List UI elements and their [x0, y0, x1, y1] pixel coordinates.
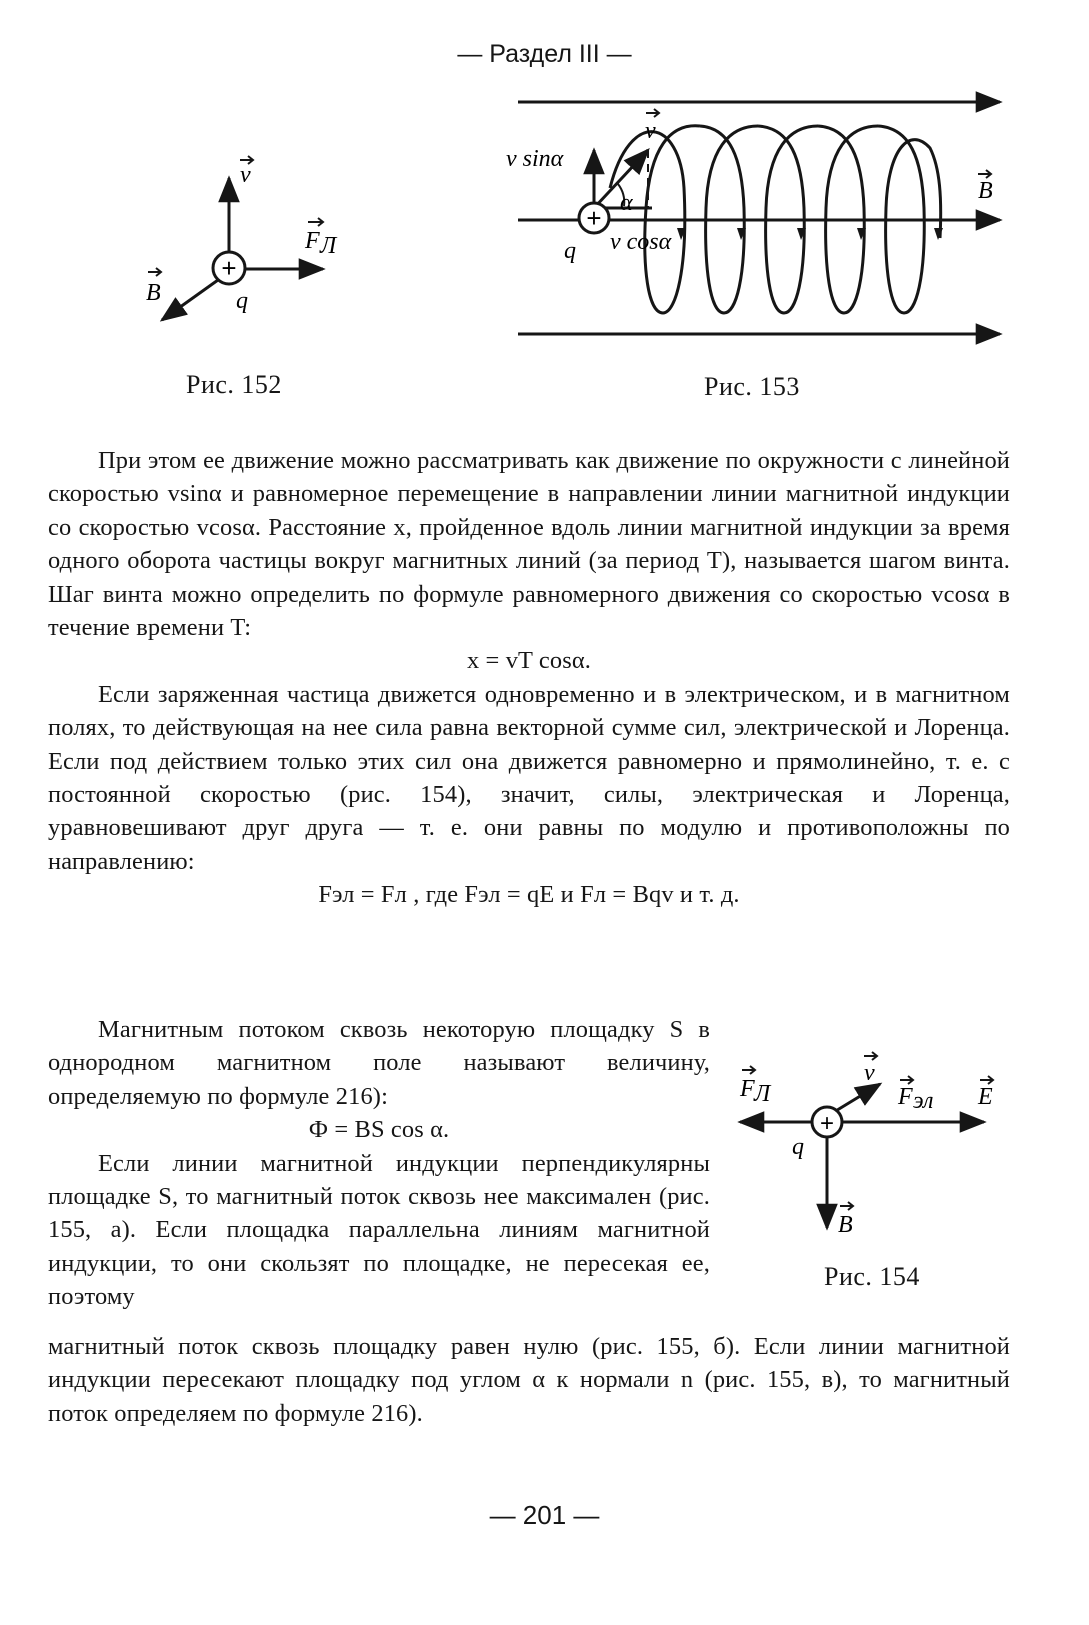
- label-v: v: [864, 1060, 875, 1086]
- label-b: B: [838, 1212, 853, 1238]
- charge-sign: +: [221, 253, 237, 283]
- label-e: E: [978, 1084, 993, 1110]
- label-fl: F: [740, 1076, 755, 1102]
- label-b: B: [146, 280, 161, 306]
- label-fel: F: [898, 1084, 913, 1110]
- figure-153: [500, 88, 1010, 348]
- caption-152: Рис. 152: [186, 370, 282, 399]
- page-number: — 201 —: [489, 1500, 600, 1530]
- figure-152-diagram: [140, 150, 360, 340]
- paragraph-1: При этом ее движение можно рассматривать как движение по окружности с линейной скоростью vsinα и равномерное перемещение в направлении линии магнитной индукции со скоростью vcosα. Расстояние x, пройденное вдоль линии магнитной индукции за время одного оборота частицы вокруг магнитных линий (за период T), называется шагом винта. Шаг винта можно определить по формуле равномерного движения со скоростью vcosα в течение времени T:: [48, 447, 1010, 642]
- paragraph-2: Если заряженная частица движется одновременно и в электрическом, и в магнитном полях, то действующая на нее сила равна векторной сумме сил, электрической и Лоренца. Если под действием только этих сил она движется равномерно и прямолинейно, т. е. с постоянной скоростью (рис. 154), значит, силы, электрическая и Лоренца, уравновешивают друг друга — т. е. они равны по модулю и противоположны по направлению:: [48, 680, 1010, 875]
- charge-sign: +: [586, 203, 602, 233]
- caption-154: Рис. 154: [824, 1262, 920, 1291]
- label-v: v: [240, 162, 251, 188]
- figure-152: [140, 150, 360, 340]
- caption-153: Рис. 153: [704, 372, 800, 401]
- field-arrow: [162, 280, 218, 320]
- figure-153-diagram: [500, 88, 1010, 348]
- formula-3: Ф = BS cos α.: [308, 1116, 450, 1144]
- label-v: v: [645, 118, 656, 144]
- paragraph-3: Магнитным потоком сквозь некоторую площадку S в однородном магнитном поле называют величину, определяемую по формуле 216):: [48, 1016, 710, 1110]
- label-f: F: [305, 228, 320, 254]
- label-q: q: [564, 238, 576, 264]
- label-alpha: α: [620, 190, 633, 216]
- label-b: B: [978, 178, 993, 204]
- label-f-sub: Л: [320, 233, 337, 259]
- page-header: — Раздел III —: [457, 40, 632, 68]
- label-q: q: [792, 1134, 804, 1160]
- velocity-arrow: [834, 1084, 880, 1112]
- charge-sign: +: [819, 1110, 835, 1137]
- label-vcos: v cosα: [610, 229, 672, 255]
- label-fel-sub: эл: [913, 1088, 934, 1114]
- text-block-main: [48, 444, 1010, 912]
- paragraph-4a: Если линии магнитной индукции перпендикулярны площадке S, то магнитный поток сквозь нее максимален (рис. 155, а). Если площадка параллельна линиям магнитной индукции, то они скользят по площадке, не пересекая ее, поэтому: [48, 1149, 710, 1311]
- label-q: q: [236, 288, 248, 314]
- text-block-wrapped: [48, 1013, 710, 1314]
- formula-2: Fэл = Fл , где Fэл = qE и Fл = Bqv и т. д.: [318, 881, 740, 909]
- text-block-bottom: [48, 1330, 1010, 1430]
- figure-154: [730, 1046, 1010, 1246]
- paragraph-4b: магнитный поток сквозь площадку равен нулю (рис. 155, б). Если линии магнитной индукции пересекают площадку под углом α к нормали n (рис. 155, в), то магнитный поток определяем по формуле 216).: [48, 1333, 1010, 1427]
- formula-1: x = vT cosα.: [466, 647, 592, 675]
- figure-154-diagram: [730, 1046, 1010, 1246]
- helix-arrowheads: [677, 228, 943, 240]
- label-fl-sub: Л: [754, 1081, 771, 1107]
- label-vsin: v sinα: [506, 146, 564, 172]
